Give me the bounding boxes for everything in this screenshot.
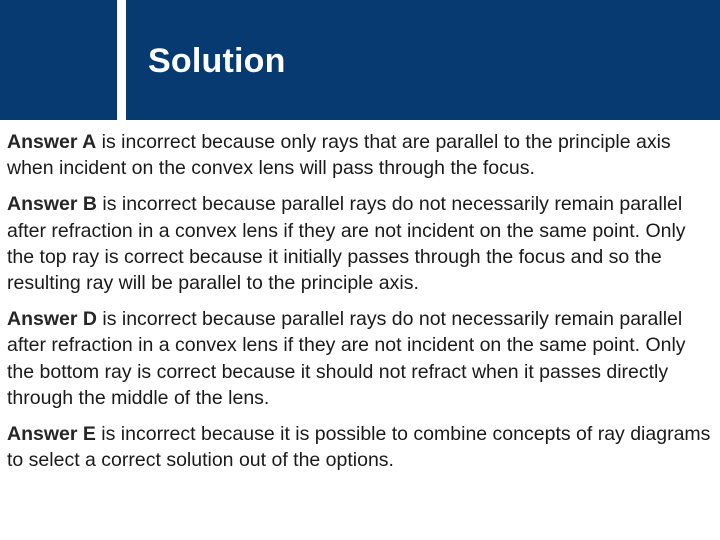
answer-d-text: is incorrect because parallel rays do not necessarily remain parallel after refraction in a convex lens if they are not incident on the same point. Only the bottom ray is correct because it should not refract when it passes directly through the middle of the lens. xyxy=(7,308,686,409)
answer-b-label: Answer B xyxy=(7,193,97,216)
header-bar xyxy=(126,0,720,120)
header-bar-left xyxy=(0,0,117,120)
slide-title: Solution xyxy=(148,42,286,80)
answer-a-paragraph xyxy=(7,129,715,181)
answer-d-label: Answer D xyxy=(7,308,97,331)
answer-a-label: Answer A xyxy=(7,131,97,153)
answer-a-text: is incorrect because only rays that are parallel to the principle axis when incident on the convex lens will pass through the focus. xyxy=(7,131,671,180)
answer-b-text: is incorrect because parallel rays do not necessarily remain parallel after refraction in a convex lens if they are not incident on the same point. Only the top ray is correct because it initially passes through the focus and so the resulting ray will be parallel to the principle axis. xyxy=(7,193,686,295)
answer-d-paragraph xyxy=(7,306,715,411)
answer-b-paragraph xyxy=(7,191,715,296)
answer-e-label: Answer E xyxy=(7,423,96,446)
answer-e-text: is incorrect because it is possible to combine concepts of ray diagrams to select a correct solution out of the options. xyxy=(7,423,711,472)
answer-e-paragraph xyxy=(7,421,715,473)
solution-content xyxy=(7,129,715,483)
